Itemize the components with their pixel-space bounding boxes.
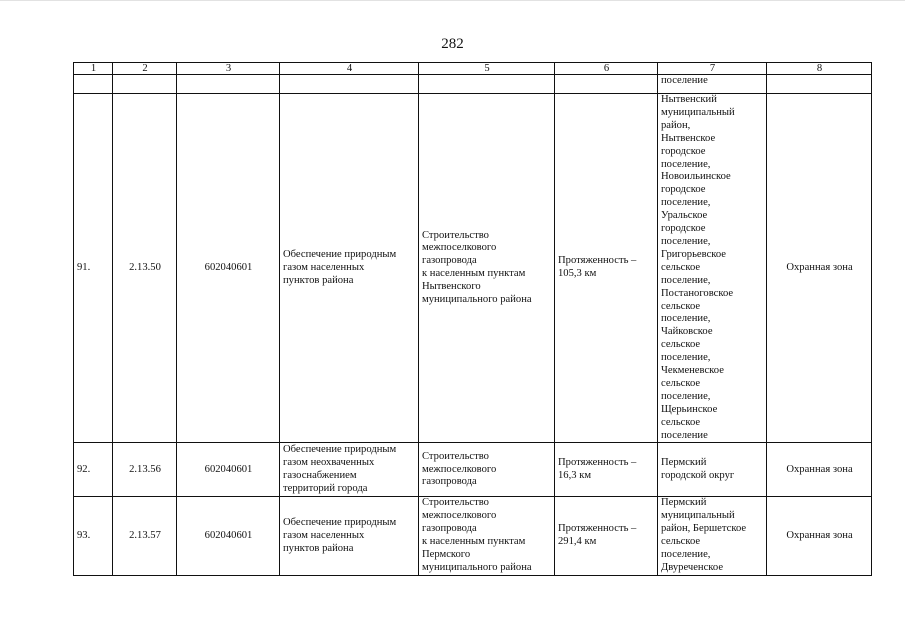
empty-cell: [74, 75, 113, 94]
territory-text: Пермский муниципальный район, Бершетское сельское поселение, Двуреченское: [661, 497, 747, 573]
table-row: [74, 94, 872, 443]
purpose-cell: [280, 94, 419, 443]
length-cell: [555, 443, 658, 497]
row-number: 93.: [74, 497, 113, 575]
continuation-row: [74, 75, 872, 94]
purpose-text: Обеспечение природным газом неохваченных газоснабжением территорий города: [283, 444, 397, 494]
oktmo-code: 602040601: [177, 443, 280, 497]
empty-cell: [767, 75, 872, 94]
row-number: 92.: [74, 443, 113, 497]
column-number-3: 3: [177, 63, 280, 75]
empty-cell: [113, 75, 177, 94]
object-text: Строительство межпоселкового газопровода к населенным пунктам Пермского муниципального района: [422, 497, 532, 573]
object-text: Строительство межпоселкового газопровода к населенным пунктам Нытвенского муниципального района: [422, 229, 532, 306]
object-code: 2.13.50: [113, 94, 177, 443]
oktmo-code: 602040601: [177, 94, 280, 443]
territory-cell: [658, 443, 767, 497]
column-number-4: 4: [280, 63, 419, 75]
length-text: Протяженность – 291,4 км: [558, 523, 637, 548]
object-code: 2.13.56: [113, 443, 177, 497]
object-text: Строительство межпоселкового газопровода: [422, 450, 497, 488]
object-cell: [419, 497, 555, 575]
zone-cell: Охранная зона: [767, 497, 872, 575]
length-text: Протяженность – 16,3 км: [558, 457, 637, 481]
object-code: 2.13.57: [113, 497, 177, 575]
object-cell: [419, 94, 555, 443]
zone-cell: Охранная зона: [767, 94, 872, 443]
column-number-8: 8: [767, 63, 872, 75]
empty-cell: [280, 75, 419, 94]
empty-cell: [555, 75, 658, 94]
column-number-5: 5: [419, 63, 555, 75]
length-cell: [555, 497, 658, 575]
length-text: Протяженность – 105,3 км: [558, 255, 637, 280]
purpose-cell: [280, 497, 419, 575]
page-number: 282: [441, 36, 464, 52]
oktmo-code: 602040601: [177, 497, 280, 575]
column-number-1: 1: [74, 63, 113, 75]
continuation-territory-cell: поселение: [658, 75, 767, 94]
purpose-text: Обеспечение природным газом населенных пунктов района: [283, 248, 397, 286]
column-number-2: 2: [113, 63, 177, 75]
zone-cell: Охранная зона: [767, 443, 872, 497]
table-row: [74, 443, 872, 497]
length-cell: [555, 94, 658, 443]
territory-cell: [658, 497, 767, 575]
column-number-6: 6: [555, 63, 658, 75]
empty-cell: [419, 75, 555, 94]
scan-top-edge: [0, 0, 905, 4]
column-number-header-row: [74, 63, 872, 75]
row-number: 91.: [74, 94, 113, 443]
purpose-cell: [280, 443, 419, 497]
purpose-text: Обеспечение природным газом населенных пунктов района: [283, 516, 397, 554]
territory-text: Нытвенский муниципальный район, Нытвенское городское поселение, Новоильинское городское поселение, Уральское городское поселение, Григорьевское сельское поселение, Постаноговское сельское поселение, Чайковское сельское поселение, Чекменевское сельское поселение, Щерьинское сельское поселение: [661, 94, 735, 441]
territory-text: Пермский городской округ: [661, 457, 735, 481]
table-row: [74, 497, 872, 575]
planning-objects-table: [73, 62, 872, 576]
territory-cell: [658, 94, 767, 443]
column-number-7: 7: [658, 63, 767, 75]
object-cell: [419, 443, 555, 497]
empty-cell: [177, 75, 280, 94]
